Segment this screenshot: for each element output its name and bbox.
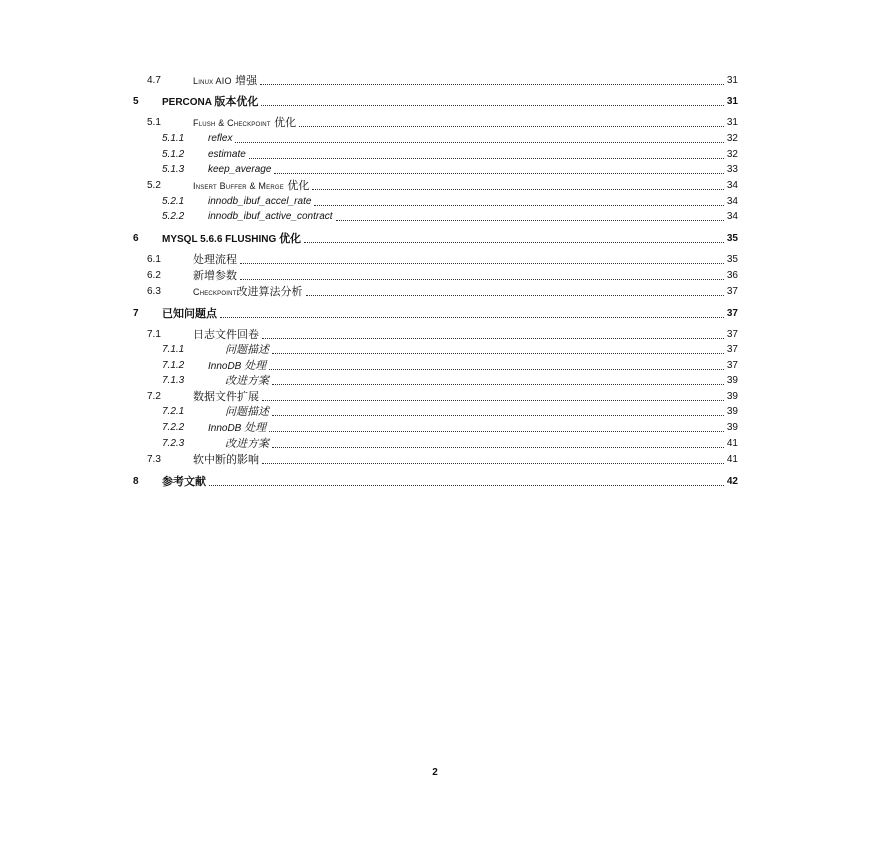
toc-entry[interactable]	[162, 374, 738, 388]
toc-leader-dots	[209, 485, 724, 486]
toc-entry-page: 31	[726, 96, 738, 107]
toc-entry[interactable]	[133, 95, 738, 109]
toc-entry[interactable]	[162, 195, 738, 209]
toc-entry-title	[193, 390, 259, 404]
toc-entry-number: 5.1.2	[162, 149, 185, 160]
toc-entry-page: 35	[726, 254, 738, 265]
toc-entry-page: 31	[726, 117, 738, 128]
toc-entry[interactable]	[147, 390, 738, 404]
toc-entry-title	[193, 453, 259, 467]
toc-leader-dots	[269, 369, 724, 370]
toc-entry-title	[208, 195, 311, 209]
toc-entry-number: 6.3	[147, 286, 161, 297]
toc-entry-title-part: 增强	[231, 74, 258, 87]
toc-entry-page: 32	[726, 149, 738, 160]
toc-entry-page: 41	[726, 438, 738, 449]
toc-entry-title	[193, 285, 303, 299]
toc-entry-number: 7	[133, 308, 139, 319]
toc-entry-title	[193, 328, 259, 342]
toc-entry[interactable]	[133, 232, 738, 246]
toc-leader-dots	[306, 295, 724, 296]
toc-entry-title-part: InnoDB	[208, 361, 245, 372]
toc-entry-title-part: 优化	[283, 179, 310, 192]
toc-leader-dots	[262, 338, 724, 339]
toc-entry-title-part: 版本优化	[214, 95, 259, 108]
toc-entry-title-part: 处理流程	[193, 253, 237, 266]
toc-entry[interactable]	[162, 359, 738, 373]
toc-leader-dots	[269, 431, 724, 432]
toc-entry-title	[225, 343, 269, 357]
toc-entry-number: 5.2.2	[162, 211, 185, 222]
toc-entry-page: 34	[726, 211, 738, 222]
toc-entry-page: 39	[726, 391, 738, 402]
toc-entry[interactable]	[162, 148, 738, 162]
toc-entry-number: 7.1	[147, 329, 161, 340]
toc-entry-title	[208, 359, 266, 374]
toc-entry-page: 32	[726, 133, 738, 144]
toc-entry-number: 7.1.2	[162, 360, 185, 371]
toc-leader-dots	[240, 263, 724, 264]
toc-entry[interactable]	[147, 253, 738, 267]
toc-entry-page: 42	[726, 476, 738, 487]
toc-entry-page: 37	[726, 286, 738, 297]
toc-entry-title-part: 数据文件扩展	[193, 390, 259, 403]
toc-leader-dots	[272, 353, 724, 354]
toc-entry[interactable]	[147, 453, 738, 467]
toc-leader-dots	[312, 189, 723, 190]
toc-entry-title-part: 新增参数	[193, 269, 237, 282]
toc-entry-title	[225, 405, 269, 419]
toc-entry-page: 39	[726, 406, 738, 417]
toc-leader-dots	[220, 317, 724, 318]
toc-leader-dots	[299, 126, 724, 127]
toc-leader-dots	[261, 105, 723, 106]
toc-entry[interactable]	[162, 163, 738, 177]
toc-leader-dots	[272, 415, 724, 416]
toc-entry-page: 36	[726, 270, 738, 281]
toc-entry-title-part: 参考文献	[162, 475, 206, 488]
toc-leader-dots	[235, 142, 723, 143]
page-number: 2	[432, 767, 438, 778]
toc-entry-title-part: reflex	[208, 133, 233, 144]
toc-entry-title	[162, 475, 206, 489]
toc-entry-title-part: Insert Buffer & Merge	[193, 181, 284, 191]
toc-entry-page: 37	[726, 360, 738, 371]
toc-entry-number: 7.2.3	[162, 438, 185, 449]
toc-entry-number: 5.1.1	[162, 133, 185, 144]
toc-entry[interactable]	[162, 405, 738, 419]
toc-entry[interactable]	[147, 179, 738, 193]
toc-entry-number: 4.7	[147, 75, 161, 86]
toc-entry-page: 31	[726, 75, 738, 86]
toc-entry-number: 7.1.3	[162, 375, 185, 386]
toc-leader-dots	[272, 447, 724, 448]
toc-entry[interactable]	[147, 328, 738, 342]
toc-entry-title-part: 改进方案	[225, 374, 269, 387]
toc-entry-page: 41	[726, 454, 738, 465]
toc-entry[interactable]	[147, 269, 738, 283]
toc-entry-title	[193, 116, 296, 130]
toc-leader-dots	[272, 384, 724, 385]
toc-entry[interactable]	[162, 437, 738, 451]
toc-entry-number: 5.2	[147, 180, 161, 191]
toc-entry-title-part: Flush & Checkpoint	[193, 118, 271, 128]
toc-entry-title-part: 处理	[244, 421, 267, 434]
toc-entry-page: 37	[726, 329, 738, 340]
toc-leader-dots	[262, 400, 724, 401]
toc-entry-title-part: 问题描述	[225, 343, 269, 356]
toc-entry-title-part: 改进方案	[225, 437, 269, 450]
toc-entry-title-part: 优化	[279, 232, 302, 245]
toc-leader-dots	[249, 158, 724, 159]
toc-entry-page: 34	[726, 180, 738, 191]
toc-entry-title-part: 问题描述	[225, 405, 269, 418]
toc-entry[interactable]	[147, 285, 738, 299]
toc-entry-title-part: 改进算法分析	[236, 285, 303, 298]
toc-entry-title	[225, 437, 269, 451]
toc-entry-title-part: Checkpoint	[193, 287, 237, 297]
toc-entry-title-part: 已知问题点	[162, 307, 217, 320]
toc-entry-title	[193, 253, 237, 267]
toc-entry-number: 5.1	[147, 117, 161, 128]
toc-leader-dots	[262, 463, 724, 464]
toc-entry-page: 37	[726, 344, 738, 355]
toc-entry-title	[193, 179, 309, 193]
toc-entry-title-part: PERCONA	[162, 97, 215, 108]
toc-entry[interactable]	[147, 74, 738, 88]
toc-entry-page: 39	[726, 422, 738, 433]
toc-entry-number: 5.1.3	[162, 164, 185, 175]
toc-entry-page: 39	[726, 375, 738, 386]
toc-entry[interactable]	[162, 132, 738, 146]
toc-entry-title-part: 处理	[244, 359, 267, 372]
toc-entry-title-part: 日志文件回卷	[193, 328, 259, 341]
toc-leader-dots	[260, 84, 724, 85]
toc-entry[interactable]	[162, 210, 738, 224]
toc-entry-title	[193, 269, 237, 283]
toc-entry[interactable]	[133, 307, 738, 321]
toc-entry-page: 35	[726, 233, 738, 244]
toc-entry[interactable]	[162, 421, 738, 435]
toc-leader-dots	[336, 220, 724, 221]
toc-entry-number: 6.2	[147, 270, 161, 281]
toc-entry[interactable]	[133, 475, 738, 489]
toc-entry-number: 7.2.1	[162, 406, 185, 417]
toc-entry-title	[225, 374, 269, 388]
toc-leader-dots	[240, 279, 724, 280]
toc-entry[interactable]	[162, 343, 738, 357]
toc-entry-number: 7.2.2	[162, 422, 185, 433]
toc-entry-number: 7.1.1	[162, 344, 185, 355]
toc-entry-page: 37	[726, 308, 738, 319]
toc-entry-title	[208, 163, 271, 177]
toc-entry-title-part: estimate	[208, 149, 246, 160]
toc-entry-title	[162, 95, 258, 110]
toc-entry-title-part: 优化	[270, 116, 297, 129]
toc-entry-title	[208, 421, 266, 436]
toc-entry-page: 33	[726, 164, 738, 175]
toc-entry-title-part: 软中断的影响	[193, 453, 259, 466]
toc-leader-dots	[274, 173, 723, 174]
toc-entry-number: 8	[133, 476, 139, 487]
toc-entry-number: 7.3	[147, 454, 161, 465]
toc-entry-number: 6.1	[147, 254, 161, 265]
toc-entry[interactable]	[147, 116, 738, 130]
toc-entry-number: 5.2.1	[162, 196, 185, 207]
toc-entry-number: 6	[133, 233, 139, 244]
toc-entry-title	[162, 232, 301, 247]
toc-entry-title	[193, 74, 257, 88]
toc-entry-number: 7.2	[147, 391, 161, 402]
toc-entry-title-part: keep_average	[208, 164, 272, 175]
toc-entry-title-part: InnoDB	[208, 423, 245, 434]
toc-leader-dots	[304, 242, 724, 243]
toc-entry-title	[208, 148, 246, 162]
toc-leader-dots	[314, 205, 723, 206]
toc-entry-title	[162, 307, 217, 321]
toc-entry-title-part: innodb_ibuf_accel_rate	[208, 196, 312, 207]
toc-entry-title	[208, 132, 232, 146]
toc-entry-title-part: Linux AIO	[193, 76, 232, 86]
toc-entry-number: 5	[133, 96, 139, 107]
toc-entry-title-part: innodb_ibuf_active_contract	[208, 211, 333, 222]
toc-entry-title-part: MYSQL 5.6.6 FLUSHING	[162, 234, 280, 245]
toc-entry-page: 34	[726, 196, 738, 207]
toc-entry-title	[208, 210, 333, 224]
